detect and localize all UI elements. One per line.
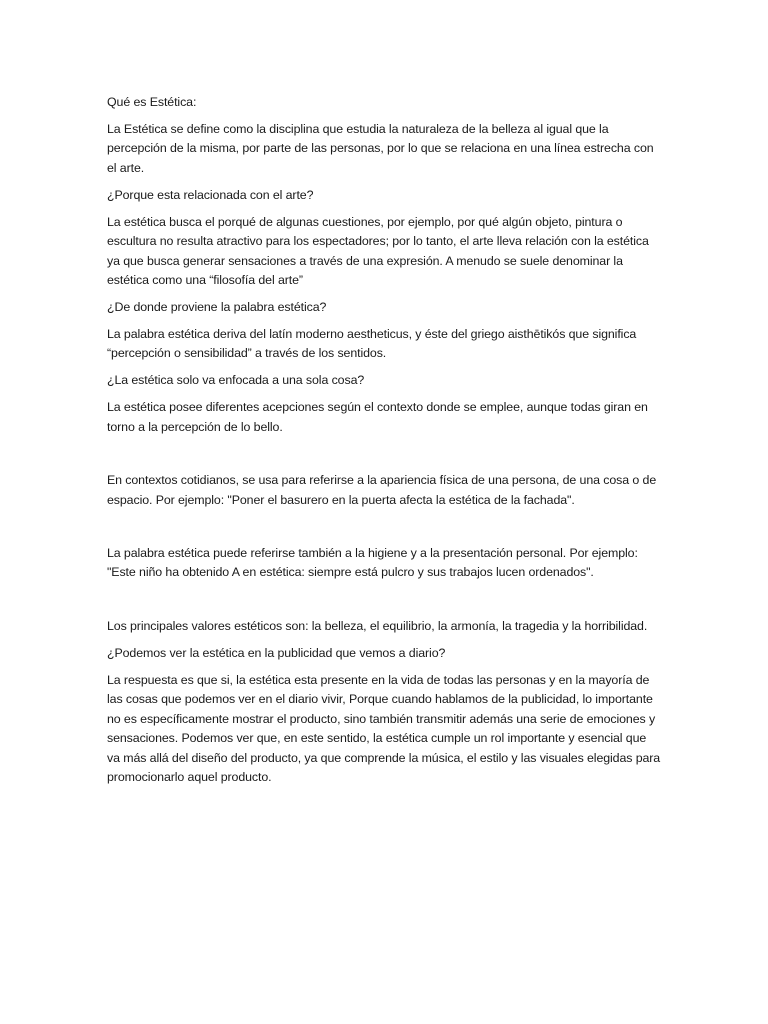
question-word-origin: ¿De donde proviene la palabra estética?	[107, 300, 327, 315]
question-relation-art: ¿Porque esta relacionada con el arte?	[107, 187, 314, 202]
paragraph-advertising: La respuesta es que si, la estética esta presente en la vida de todas las personas y en la mayoría de las cosas que podemos ver en el diario vivir, Porque cuando hablamos de la publicidad, lo importante no es específicamente mostrar el producto, sino también transmitir además una serie de emociones y sensaciones. Podemos ver que, en este sentido, la estética cumple un rol importante y esencial que va más allá del diseño del producto, ya que comprende la música, el estilo y las visuales elegidas para promocionarlo aquel producto.	[107, 672, 661, 784]
paragraph-definition: La Estética se define como la disciplina que estudia la naturaleza de la belleza al igual que la percepción de la misma, por parte de las personas, por lo que se relaciona en una línea estrecha con el arte.	[107, 122, 654, 175]
paragraph-everyday-contexts: En contextos cotidianos, se usa para referirse a la apariencia física de una persona, de una cosa o de espacio. Por ejemplo: "Poner el basurero en la puerta afecta la estética de la fachada".	[107, 473, 657, 507]
paragraph-relation-art: La estética busca el porqué de algunas cuestiones, por ejemplo, por qué algún objeto, pintura o escultura no resulta atractivo para los espectadores; por lo tanto, el arte lleva relación con la estética ya que busca generar sensaciones a través de una expresión. A menudo se suele denominar la estética como una “filosofía del arte”	[107, 214, 649, 288]
paragraph-word-origin: La palabra estética deriva del latín moderno aestheticus, y éste del griego aisthētikós que significa “percepción o sensibilidad” a través de los sentidos.	[107, 327, 637, 361]
paragraph-hygiene: La palabra estética puede referirse también a la higiene y a la presentación personal. Por ejemplo: "Este niño ha obtenido A en estética: siempre está pulcro y sus trabajos lucen ordenados".	[107, 546, 638, 580]
question-single-focus: ¿La estética solo va enfocada a una sola cosa?	[107, 373, 365, 388]
paragraph-meanings: La estética posee diferentes acepciones según el contexto donde se emplee, aunque todas giran en torno a la percepción de lo bello.	[107, 400, 648, 434]
paragraph-aesthetic-values: Los principales valores estéticos son: la belleza, el equilibrio, la armonía, la tragedia y la horribilidad.	[107, 618, 648, 633]
document-body	[107, 93, 662, 787]
question-advertising: ¿Podemos ver la estética en la publicidad que vemos a diario?	[107, 645, 446, 660]
heading-que-es-estetica: Qué es Estética:	[107, 95, 197, 109]
